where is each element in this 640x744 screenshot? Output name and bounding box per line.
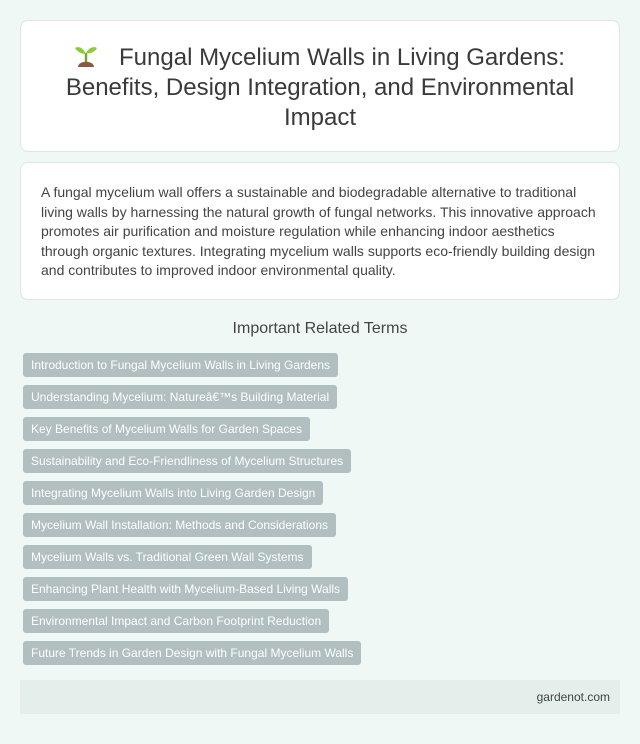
title-card (20, 20, 620, 152)
related-term-tag[interactable]: Environmental Impact and Carbon Footprint Reduction (23, 609, 329, 633)
related-term-tag[interactable]: Future Trends in Garden Design with Fungal Mycelium Walls (23, 641, 361, 665)
description-card (20, 162, 620, 300)
related-term-tag[interactable]: Mycelium Walls vs. Traditional Green Wall Systems (23, 545, 312, 569)
related-term-tag[interactable]: Integrating Mycelium Walls into Living Garden Design (23, 481, 323, 505)
related-term-tag[interactable]: Introduction to Fungal Mycelium Walls in Living Gardens (23, 353, 338, 377)
related-terms-heading: Important Related Terms (232, 320, 408, 337)
page-title (21, 21, 619, 133)
related-term-tag[interactable]: Mycelium Wall Installation: Methods and Considerations (23, 513, 336, 537)
footer-site-link[interactable]: gardenot.com (536, 690, 610, 704)
related-terms-list (23, 353, 361, 665)
related-term-tag[interactable]: Understanding Mycelium: Natureâ€™s Building Material (23, 385, 337, 409)
related-term-tag[interactable]: Key Benefits of Mycelium Walls for Garden Spaces (23, 417, 310, 441)
seedling-icon (75, 43, 97, 67)
footer (20, 680, 620, 714)
description-text: A fungal mycelium wall offers a sustainable and biodegradable alternative to traditional living walls by harnessing the natural growth of fungal networks. This innovative approach promotes air purification and moisture regulation while enhancing indoor aesthetics through organic textures. Integrating mycelium walls supports eco-friendly building design and contributes to improved indoor environmental quality. (41, 184, 596, 278)
related-term-tag[interactable]: Sustainability and Eco-Friendliness of Mycelium Structures (23, 449, 351, 473)
page-title-text: Fungal Mycelium Walls in Living Gardens: Benefits, Design Integration, and Environmental Impact (65, 44, 575, 131)
related-term-tag[interactable]: Enhancing Plant Health with Mycelium-Based Living Walls (23, 577, 348, 601)
